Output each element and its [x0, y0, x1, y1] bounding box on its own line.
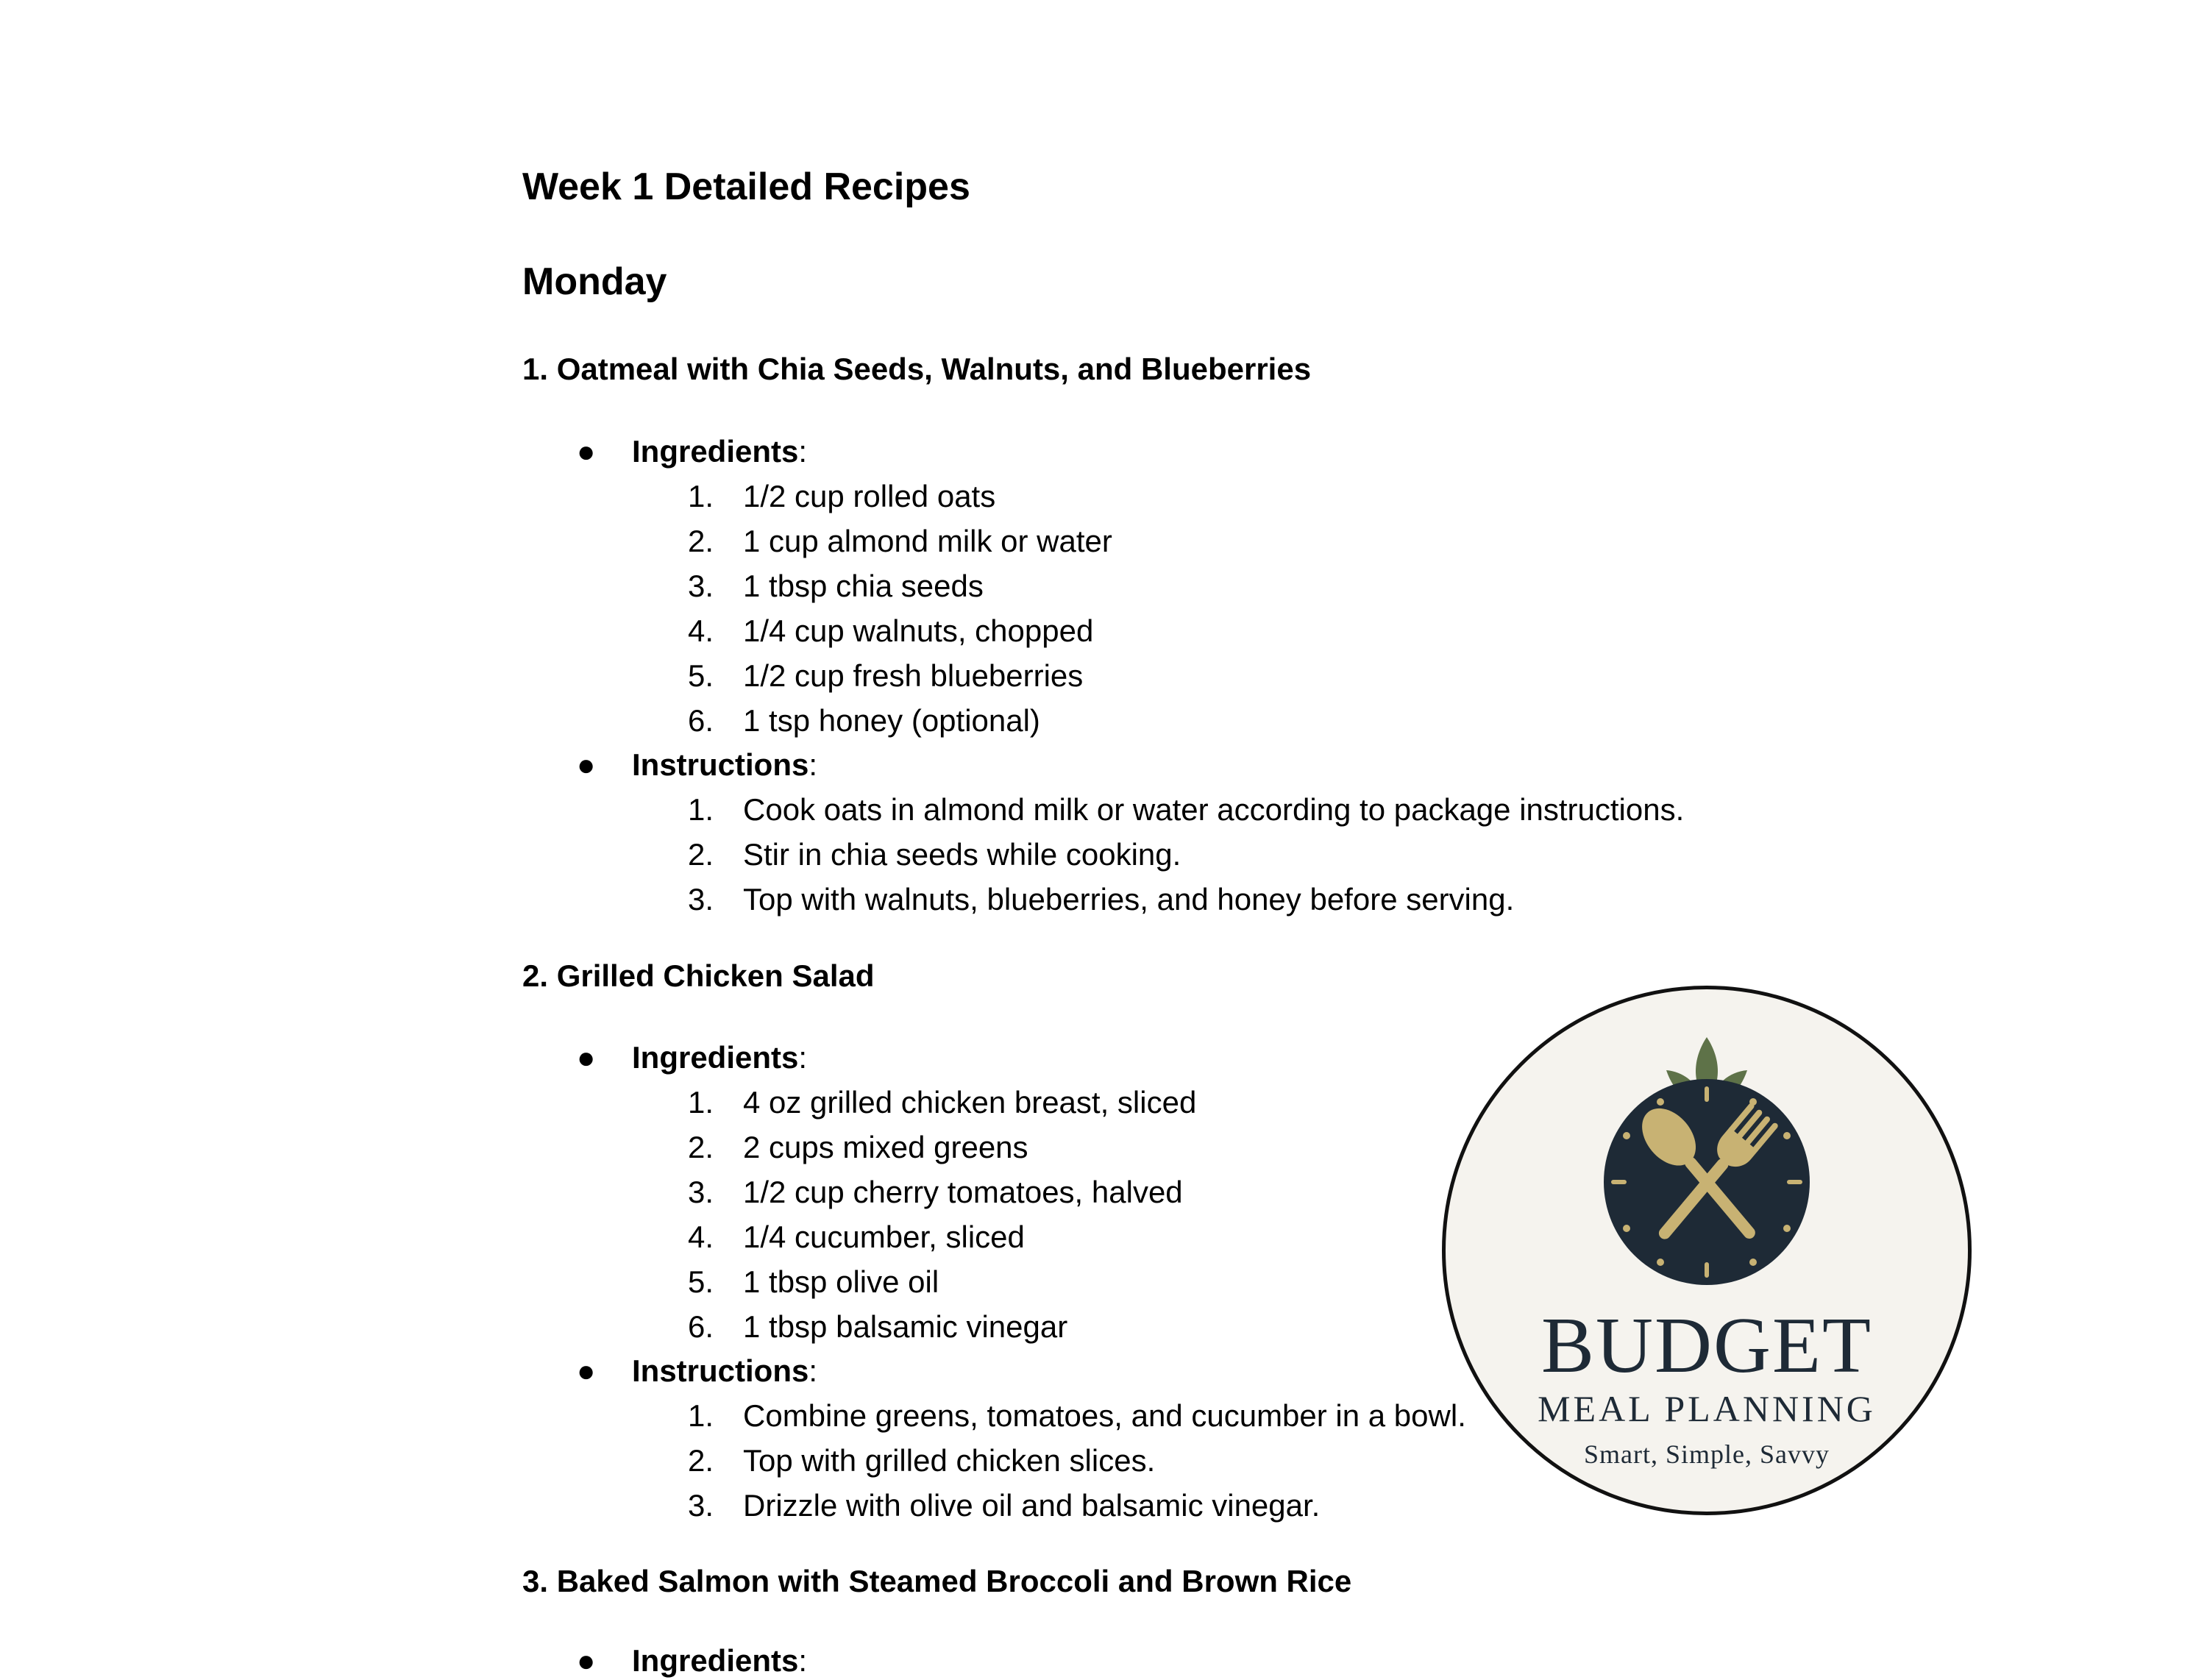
bullet-icon: ● [577, 434, 596, 469]
logo-title: BUDGET [1541, 1302, 1872, 1389]
bullet-icon: ● [577, 747, 596, 782]
bullet-icon: ● [577, 1643, 596, 1678]
instructions-label: Instructions: [632, 1353, 818, 1388]
ingredients-label: Ingredients: [632, 434, 808, 469]
budget-meal-planning-logo [1442, 986, 1972, 1515]
day-heading: Monday [522, 260, 667, 303]
page-title: Week 1 Detailed Recipes [522, 165, 970, 208]
document-page: Week 1 Detailed Recipes Monday 1. Oatmeal with Chia Seeds, Walnuts, and Blueberries ● Ingredients: 1. 1/2 cup rolled oats 2. 1 cup almond milk or water 3. 1 tbsp chia seeds 4. 1/4 cup walnuts, chopped 5. 1/2 cup fresh blueberries 6. 1 tsp honey (optional) ● Instructions: 1. Cook oats in almond milk or water according to package instructions. 2. Stir in chia seeds while cooking. 3. Top with walnuts, blueberries, and honey before serving. 2. Grilled Chicken Salad ● Ingredients: 1. 4 oz grilled chicken breast, sliced 2. 2 cups mixed greens 3. 1/2 cup cherry tomatoes, halved 4. 1/4 cucumber, sliced 5. 1 tbsp olive oil 6. 1 tbsp balsamic vinegar ● Instructions: 1. Combine greens, tomatoes, and cucumber in a bowl. 2. Top with grilled chicken slices. 3. Drizzle with olive oil and balsamic vinegar. 3. Baked Salmon with Steamed Broccoli and Brown Rice ● Ingredients: BUDGET MEAL PLANNING Smart, Simple, Savvy [0, 0, 2207, 1655]
logo-subtitle: MEAL PLANNING [1538, 1388, 1876, 1429]
recipe-title: 3. Baked Salmon with Steamed Broccoli and Brown Rice [522, 1564, 1352, 1598]
recipe-title: 2. Grilled Chicken Salad [522, 958, 875, 993]
logo-tagline: Smart, Simple, Savvy [1584, 1439, 1830, 1469]
spoon-fork-clock-icon [1446, 989, 1968, 1512]
ingredients-label: Ingredients: [632, 1040, 808, 1075]
instructions-label: Instructions: [632, 747, 818, 782]
bullet-icon: ● [577, 1353, 596, 1388]
ingredients-label: Ingredients: [632, 1643, 808, 1678]
recipe-title: 1. Oatmeal with Chia Seeds, Walnuts, and Blueberries [522, 352, 1312, 386]
bullet-icon: ● [577, 1040, 596, 1075]
